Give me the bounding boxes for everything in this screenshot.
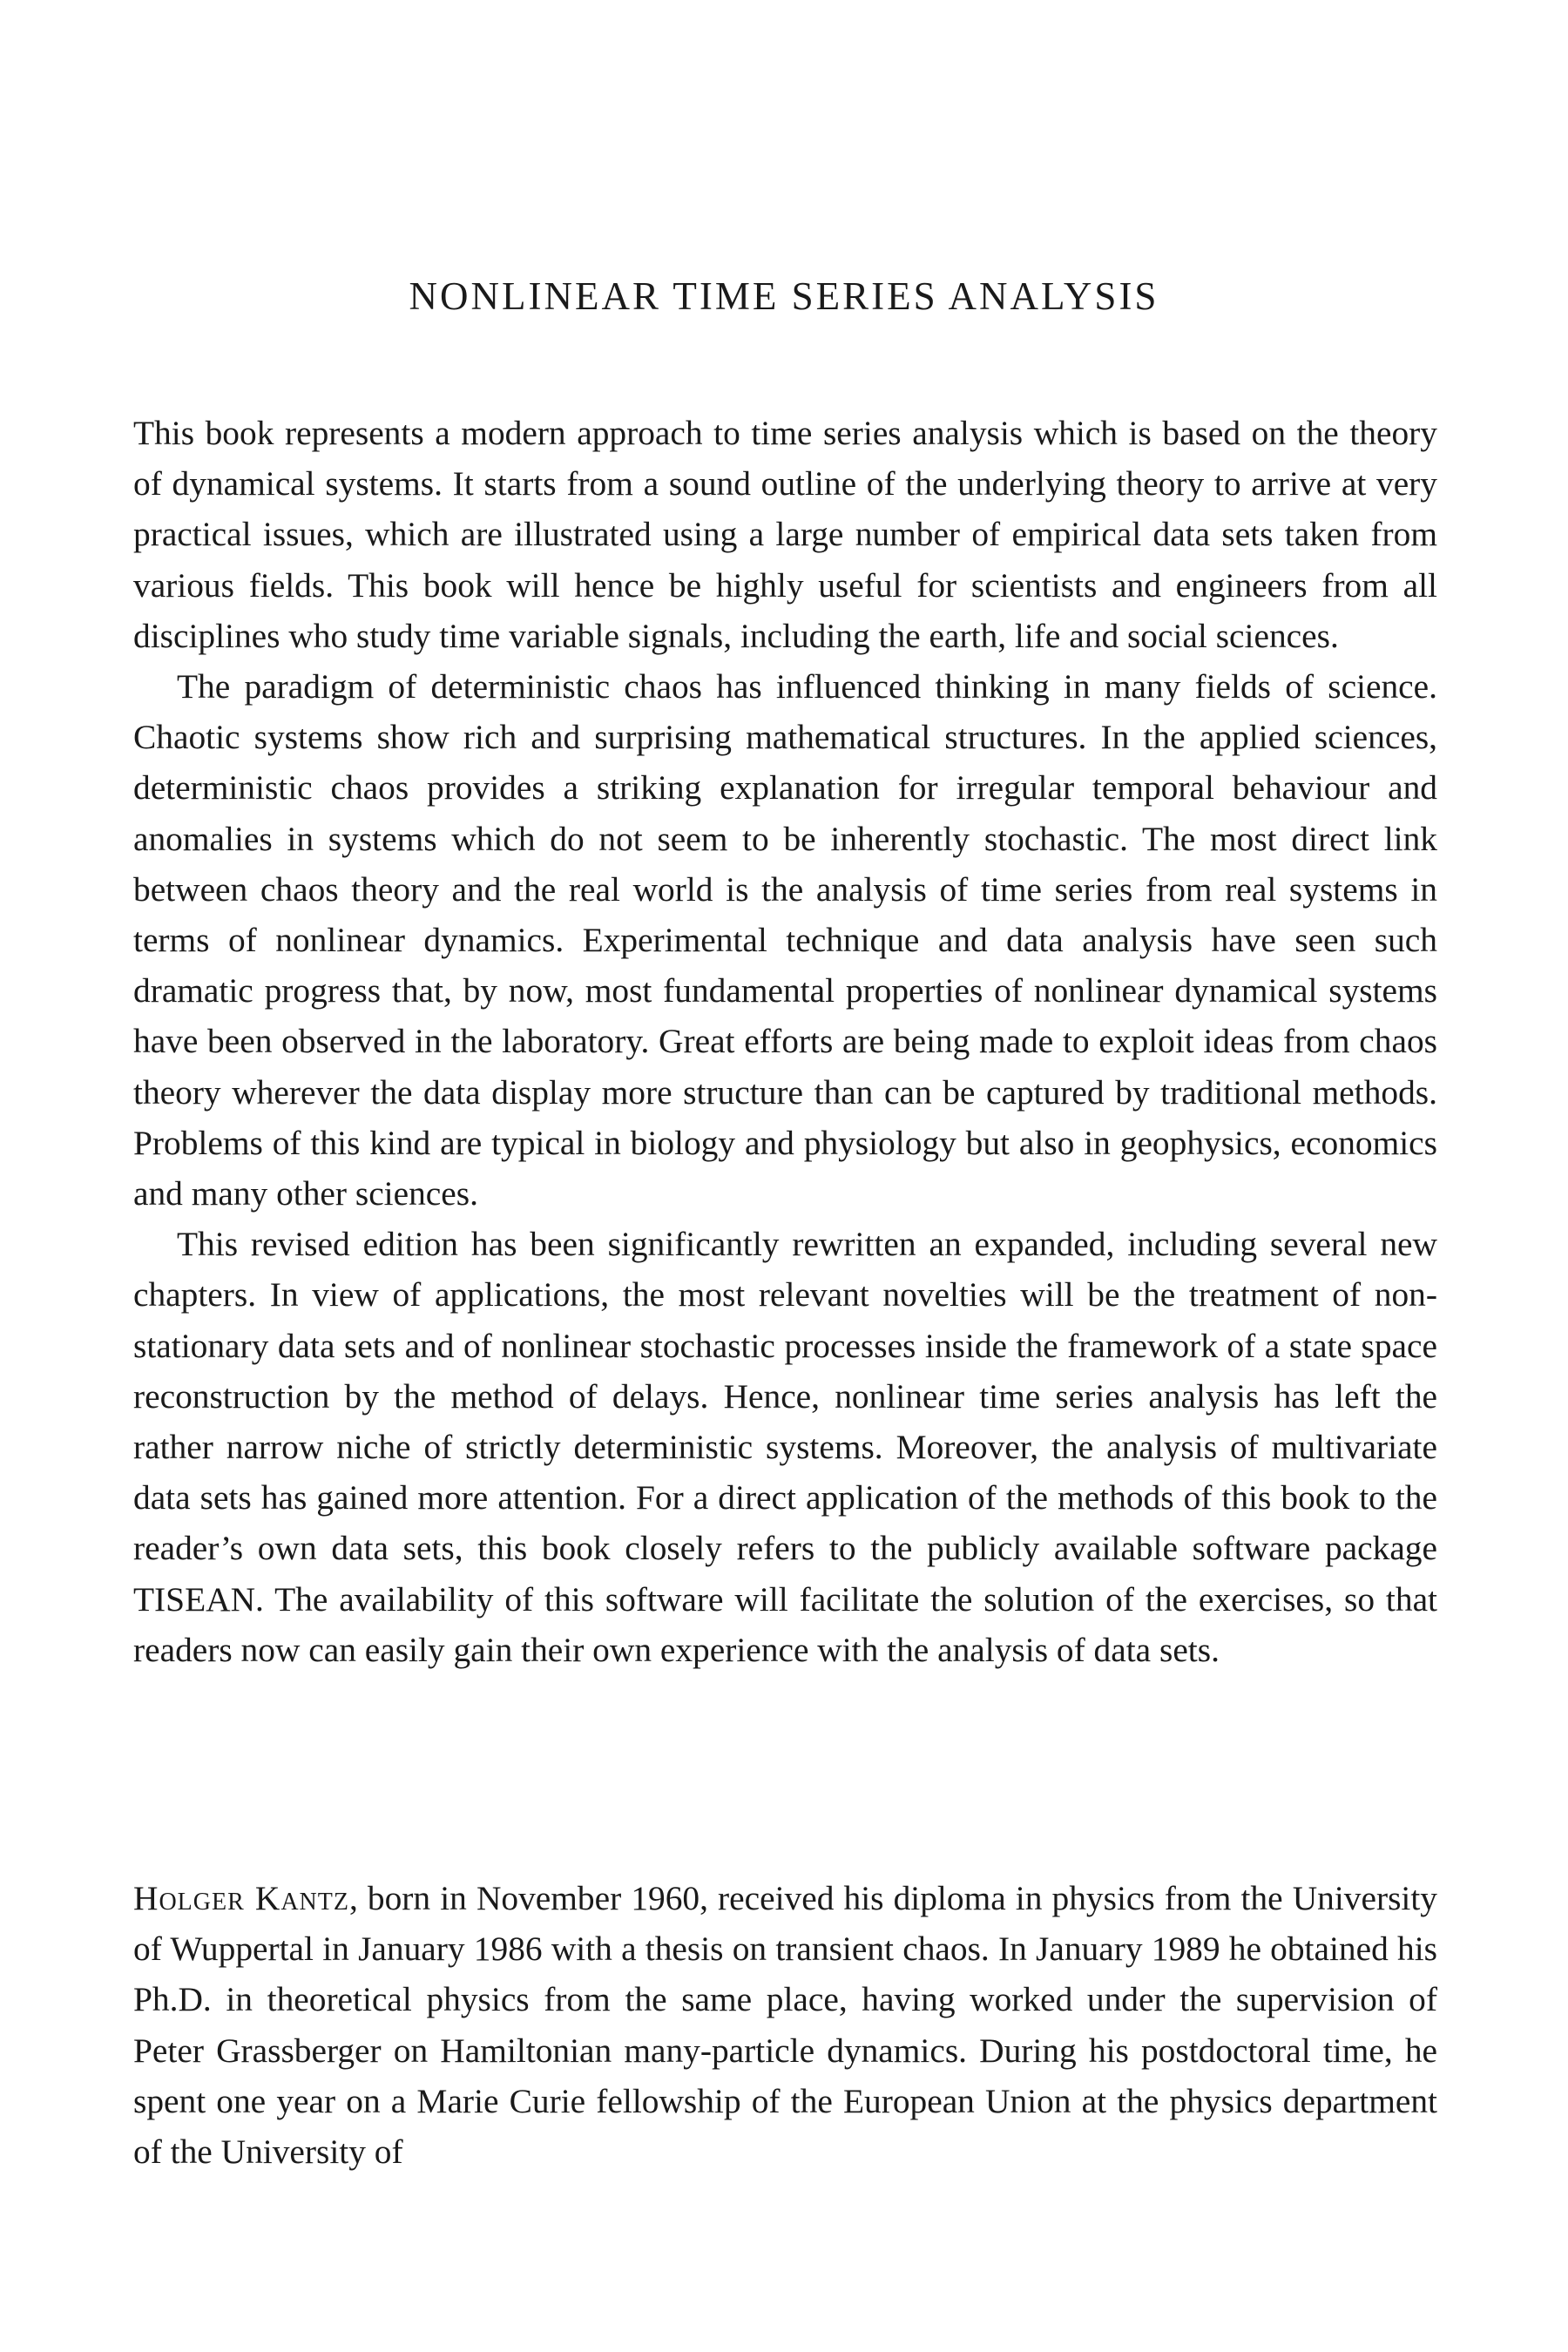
author-bio [133, 1873, 1437, 2177]
author-bio-paragraph [133, 1873, 1437, 2177]
description-paragraph-3: This revised edition has been significantly rewritten an expanded, including several new chapters. In view of applications, the most relevant novelties will be the treatment of non-stationary data sets and of nonlinear stochastic processes inside the framework of a state space reconstruction by the method of delays. Hence, nonlinear time series analysis has left the rather narrow niche of strictly deterministic systems. Moreover, the analysis of multivariate data sets has gained more attention. For a direct application of the methods of this book to the reader’s own data sets, this book closely refers to the publicly available software package TISEAN. The availability of this software will facilitate the solution of the exercises, so that readers now can easily gain their own experience with the analysis of data sets. [133, 1225, 1437, 1669]
description-paragraph-1: This book represents a modern approach to time series analysis which is based on the theory of dynamical systems. It starts from a sound outline of the underlying theory to arrive at very practical issues, which are illustrated using a large number of empirical data sets taken from various fields. This book will hence be highly useful for scientists and engineers from all disciplines who study time variable signals, including the earth, life and social sciences. [133, 414, 1437, 655]
book-description [133, 408, 1437, 1675]
book-title: NONLINEAR TIME SERIES ANALYSIS [409, 274, 1159, 318]
description-paragraph-2: The paradigm of deterministic chaos has influenced thinking in many fields of science. Chaotic systems show rich and surprising mathematical structures. In the applied sciences, deterministic chaos provides a striking explanation for irregular temporal behaviour and anomalies in systems which do not seem to be inherently stochastic. The most direct link between chaos theory and the real world is the analysis of time series from real systems in terms of nonlinear dynamics. Experimental technique and data analysis have seen such dramatic progress that, by now, most fundamental properties of nonlinear dynamical systems have been observed in the laboratory. Great efforts are being made to exploit ideas from chaos theory wherever the data display more structure than can be captured by traditional methods. Problems of this kind are typical in biology and physiology but also in geophysics, economics and many other sciences. [133, 667, 1437, 1213]
author-name: Holger Kantz [133, 1879, 349, 1917]
author-bio-text: , born in November 1960, received his diploma in physics from the University of Wuppertal in January 1986 with a thesis on transient chaos. In January 1989 he obtained his Ph.D. in theoretical physics from the same place, having worked under the supervision of Peter Grassberger on Hamiltonian many-particle dynamics. During his postdoctoral time, he spent one year on a Marie Curie fellowship of the European Union at the physics department of the University of [133, 1879, 1437, 2172]
